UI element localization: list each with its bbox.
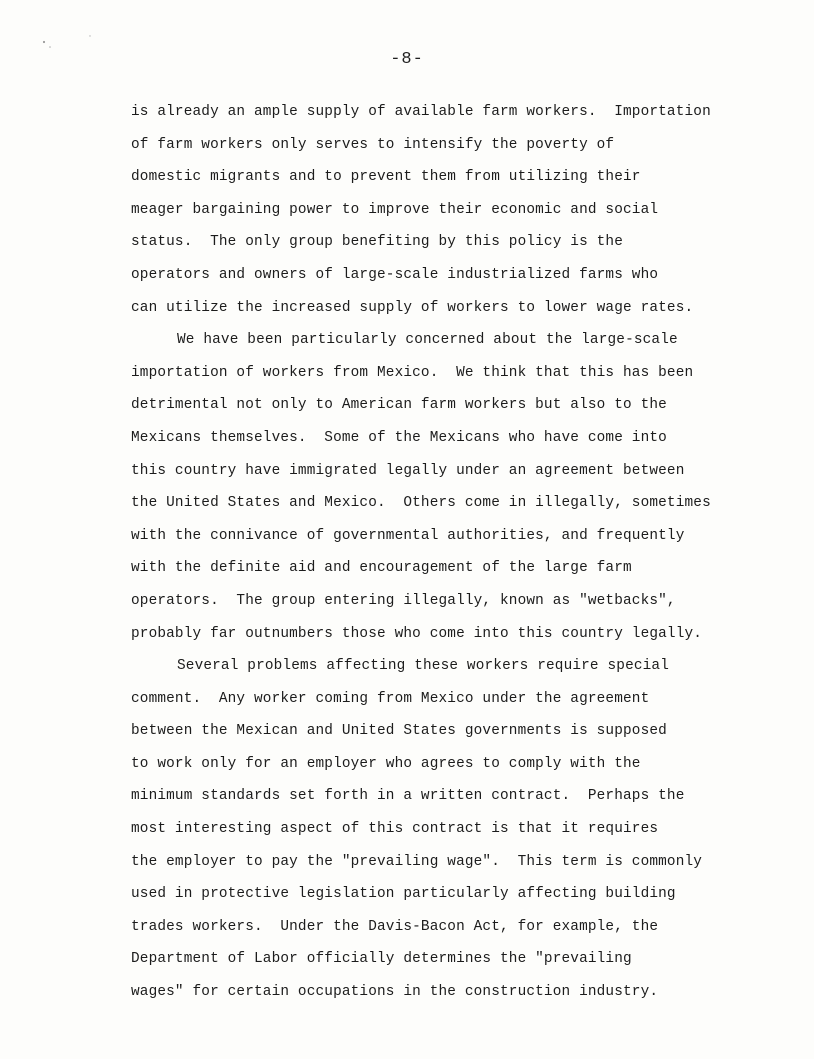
document-body (131, 96, 811, 1009)
text-line: this country have immigrated legally under an agreement between (131, 462, 685, 479)
text-line: Department of Labor officially determines the "prevailing (131, 951, 632, 968)
text-line: to work only for an employer who agrees to comply with the (131, 755, 641, 772)
text-line: probably far outnumbers those who come into this country legally. (131, 625, 703, 642)
text-line: can utilize the increased supply of workers to lower wage rates. (131, 299, 694, 316)
text-line: importation of workers from Mexico. We think that this has been (131, 364, 694, 381)
text-line: detrimental not only to American farm workers but also to the (131, 397, 667, 414)
text-line: between the Mexican and United States governments is supposed (131, 723, 667, 740)
text-line: with the connivance of governmental authorities, and frequently (131, 527, 685, 544)
paragraph-1 (131, 96, 811, 324)
text-line: status. The only group benefiting by this policy is the (131, 234, 624, 251)
text-line: with the definite aid and encouragement of the large farm (131, 560, 632, 577)
text-line: wages" for certain occupations in the construction industry. (131, 984, 659, 1001)
text-line: Mexicans themselves. Some of the Mexicans who have come into (131, 429, 667, 446)
text-line: Several problems affecting these workers require special (177, 658, 670, 675)
text-line: meager bargaining power to improve their economic and social (131, 201, 659, 218)
text-line: We have been particularly concerned about the large-scale (177, 332, 678, 349)
text-line: is already an ample supply of available farm workers. Importation (131, 104, 711, 120)
text-line: operators and owners of large-scale industrialized farms who (131, 266, 659, 283)
text-line: of farm workers only serves to intensify the poverty of (131, 136, 615, 153)
text-line: most interesting aspect of this contract is that it requires (131, 821, 659, 838)
text-line: minimum standards set forth in a written contract. Perhaps the (131, 788, 685, 805)
text-line: domestic migrants and to prevent them from utilizing their (131, 169, 641, 186)
paragraph-2 (131, 324, 811, 650)
text-line: used in protective legislation particularly affecting building (131, 886, 676, 903)
text-line: the employer to pay the "prevailing wage". This term is commonly (131, 853, 703, 870)
text-line: operators. The group entering illegally, known as "wetbacks", (131, 592, 676, 609)
text-line: the United States and Mexico. Others come in illegally, sometimes (131, 495, 711, 512)
text-line: trades workers. Under the Davis-Bacon Act, for example, the (131, 918, 659, 935)
page-number: -8- (390, 50, 424, 69)
text-line: comment. Any worker coming from Mexico under the agreement (131, 690, 650, 707)
paragraph-3 (131, 650, 811, 1009)
